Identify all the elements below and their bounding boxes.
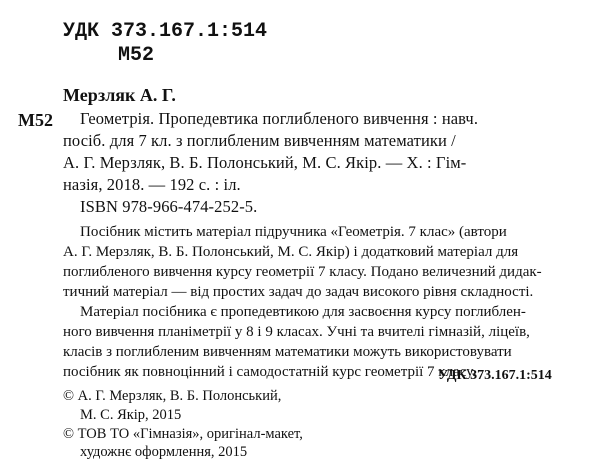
side-code: М52 bbox=[18, 110, 53, 130]
abstract-line: Матеріал посібника є пропедевтикою для засвоєння курсу поглиблен- bbox=[80, 304, 526, 320]
description-line: А. Г. Мерзляк, В. Б. Полонський, М. С. Якір. — Х. : Гім- bbox=[63, 153, 467, 172]
abstract-line: А. Г. Мерзляк, В. Б. Полонський, М. С. Якір) і додатковий матеріал для bbox=[63, 244, 519, 260]
copyright-line: © А. Г. Мерзляк, В. Б. Полонський, bbox=[63, 388, 282, 404]
copyright-line: © ТОВ ТО «Гімназія», оригінал-макет, bbox=[63, 426, 303, 442]
author-code: М52 bbox=[118, 44, 155, 67]
abstract-line: Посібник містить матеріал підручника «Геометрія. 7 клас» (автори bbox=[80, 224, 507, 240]
abstract-line: ного вивчення планіметрії у 8 і 9 класах. Учні та вчителі гімназій, ліцеїв, bbox=[63, 324, 530, 340]
isbn: ISBN 978-966-474-252-5. bbox=[80, 197, 258, 216]
author-name: Мерзляк А. Г. bbox=[63, 85, 176, 105]
copyright-line: М. С. Якір, 2015 bbox=[80, 407, 182, 423]
abstract-line: посібник як повноцінний і самодостатній курс геометрії 7 класу. bbox=[63, 364, 476, 380]
abstract-line: поглибленого вивчення курсу геометрії 7 класу. Подано величезний дидак- bbox=[63, 264, 542, 280]
description-line: Геометрія. Пропедевтика поглибленого вивчення : навч. bbox=[80, 109, 479, 128]
copyright-line: художнє оформлення, 2015 bbox=[80, 444, 248, 460]
udk-header: УДК 373.167.1:514 bbox=[63, 20, 268, 43]
description-line: назія, 2018. — 192 с. : іл. bbox=[63, 175, 241, 194]
description-line: посіб. для 7 кл. з поглибленим вивченням математики / bbox=[63, 131, 456, 150]
abstract-line: тичний матеріал — від простих задач до задач високого рівня складності. bbox=[63, 284, 534, 300]
udk-footer: УДК 373.167.1:514 bbox=[438, 368, 552, 383]
abstract-line: класів з поглибленим вивченням математики можуть використовувати bbox=[63, 344, 512, 360]
